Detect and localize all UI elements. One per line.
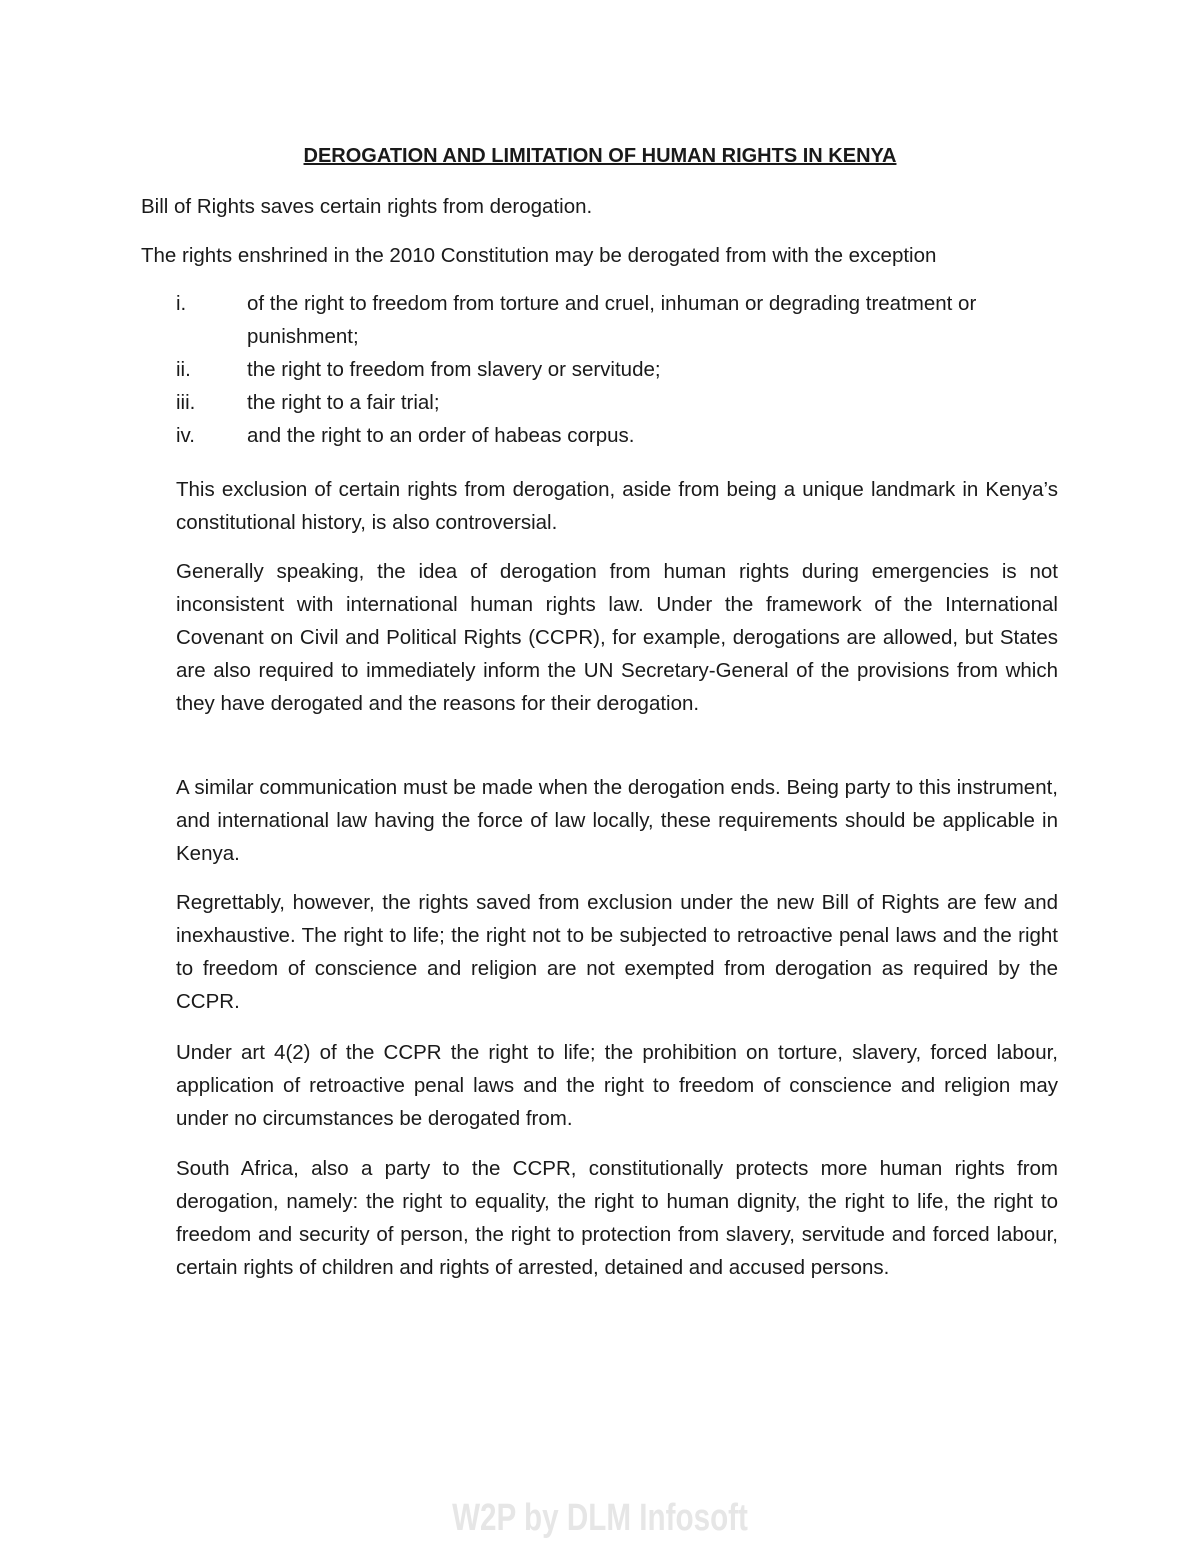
list-item-number: ii. — [176, 358, 191, 381]
paragraph-regrettably: Regrettably, however, the rights saved from exclusion under the new Bill of Rights are few and inexhaustive. The right to life; the right not to be subjected to retroactive penal laws and the right to freedom of conscience and religion are not exempted from derogation as required by the CCPR. — [176, 891, 1058, 1013]
list-item-number: iv. — [176, 424, 195, 447]
list-item-number: iii. — [176, 391, 196, 414]
list-item — [141, 353, 1061, 386]
paragraph-communication: A similar communication must be made when the derogation ends. Being party to this instrument, and international law having the force of law locally, these requirements should be applicable in Kenya. — [176, 776, 1058, 865]
paragraph-exclusion: This exclusion of certain rights from derogation, aside from being a unique landmark in Kenya’s constitutional history, is also controversial. — [176, 478, 1058, 534]
list-item-text: of the right to freedom from torture and cruel, inhuman or degrading treatment or punishment; — [247, 292, 977, 348]
watermark: W2P by DLM Infosoft — [452, 1497, 748, 1539]
intro-line-2: The rights enshrined in the 2010 Constitution may be derogated from with the exception — [141, 244, 937, 267]
list-item-text: and the right to an order of habeas corpus. — [247, 424, 635, 447]
list-item-text: the right to freedom from slavery or servitude; — [247, 358, 661, 381]
paragraph-ccpr-framework: Generally speaking, the idea of derogation from human rights during emergencies is not inconsistent with international human rights law. Under the framework of the International Covenant on Civil and Political Rights (CCPR), for example, derogations are allowed, but States are also required to immediately inform the UN Secretary-General of the provisions from which they have derogated and the reasons for their derogation. — [176, 560, 1058, 715]
list-item-number: i. — [176, 292, 187, 315]
list-item — [141, 386, 1061, 419]
exceptions-list — [141, 287, 1061, 452]
list-item — [141, 419, 1061, 452]
list-item-text: the right to a fair trial; — [247, 391, 440, 414]
paragraph-art-4-2: Under art 4(2) of the CCPR the right to life; the prohibition on torture, slavery, forced labour, application of retroactive penal laws and the right to freedom of conscience and religion may under no circumstances be derogated from. — [176, 1041, 1058, 1130]
document-title: DEROGATION AND LIMITATION OF HUMAN RIGHTS IN KENYA — [303, 145, 897, 167]
list-item — [141, 287, 1061, 353]
paragraph-south-africa: South Africa, also a party to the CCPR, constitutionally protects more human rights from derogation, namely: the right to equality, the right to human dignity, the right to life, the right to freedom and security of person, the right to protection from slavery, servitude and forced labour, certain rights of children and rights of arrested, detained and accused persons. — [176, 1157, 1058, 1279]
intro-line-1: Bill of Rights saves certain rights from derogation. — [141, 195, 593, 218]
